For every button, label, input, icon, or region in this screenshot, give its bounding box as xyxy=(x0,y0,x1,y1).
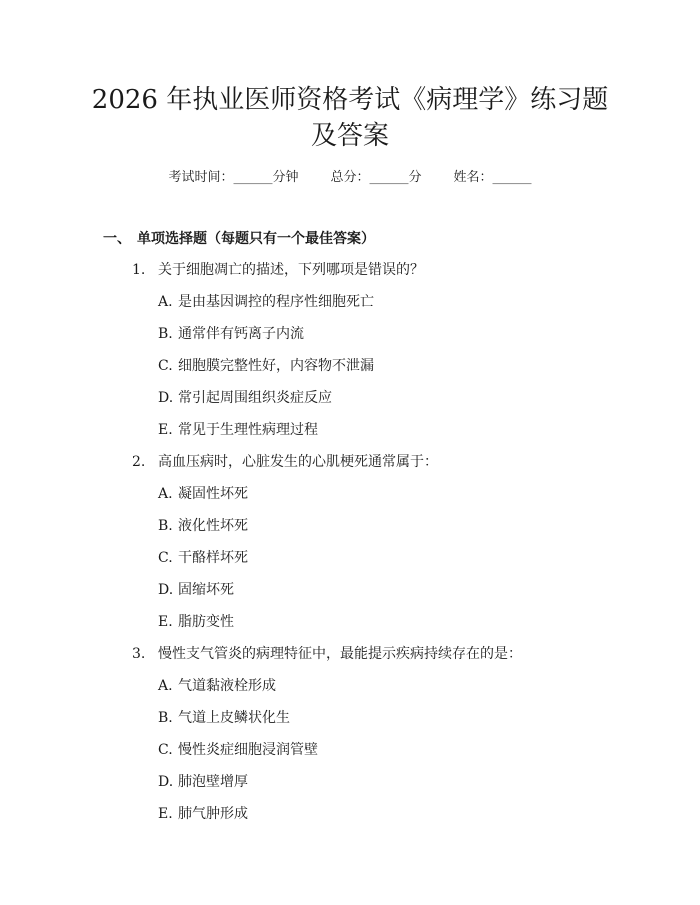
option-text: 气道黏液栓形成 xyxy=(178,678,276,694)
option-text: 肺泡壁增厚 xyxy=(178,774,248,790)
document-title-line-2: 及答案 xyxy=(310,121,389,151)
question-1-option-b xyxy=(158,324,304,344)
option-text: 凝固性坏死 xyxy=(178,486,248,502)
name-field xyxy=(454,168,532,188)
option-text: 脂肪变性 xyxy=(178,614,234,630)
section-number: 一、 xyxy=(103,231,131,247)
option-text: 常见于生理性病理过程 xyxy=(178,422,318,438)
question-1-option-d xyxy=(158,388,332,408)
question-number: 2. xyxy=(132,454,146,470)
question-3-option-e xyxy=(158,804,248,824)
exam-time-label: 考试时间： xyxy=(168,170,234,185)
total-score-blank: ______ xyxy=(369,170,409,185)
option-letter: D. xyxy=(158,774,174,790)
question-1 xyxy=(132,260,424,280)
option-letter: A. xyxy=(158,294,173,310)
question-text: 关于细胞凋亡的描述，下列哪项是错误的？ xyxy=(158,262,424,278)
question-2-option-a xyxy=(158,484,248,504)
question-2-option-d xyxy=(158,580,234,600)
option-letter: D. xyxy=(158,582,174,598)
question-3-option-d xyxy=(158,772,248,792)
total-score-unit: 分 xyxy=(408,170,422,185)
option-letter: E. xyxy=(158,614,173,630)
question-number: 3. xyxy=(132,646,146,662)
question-2-option-e xyxy=(158,612,234,632)
question-1-option-c xyxy=(158,356,374,376)
option-letter: E. xyxy=(158,806,173,822)
question-3-option-c xyxy=(158,740,318,760)
exam-time-field xyxy=(168,168,298,188)
section-heading xyxy=(103,229,375,249)
question-2-option-b xyxy=(158,516,248,536)
option-letter: A. xyxy=(158,486,173,502)
option-text: 细胞膜完整性好，内容物不泄漏 xyxy=(178,358,374,374)
question-1-option-a xyxy=(158,292,374,312)
question-text: 慢性支气管炎的病理特征中，最能提示疾病持续存在的是： xyxy=(158,646,522,662)
question-2 xyxy=(132,452,438,472)
option-letter: B. xyxy=(158,518,173,534)
option-text: 干酪样坏死 xyxy=(178,550,248,566)
section-title: 单项选择题（每题只有一个最佳答案） xyxy=(137,231,375,247)
option-letter: D. xyxy=(158,390,174,406)
option-text: 肺气肿形成 xyxy=(178,806,248,822)
name-blank: ______ xyxy=(492,170,532,185)
exam-info-row xyxy=(0,168,700,188)
option-letter: B. xyxy=(158,710,173,726)
option-letter: C. xyxy=(158,742,173,758)
option-text: 常引起周围组织炎症反应 xyxy=(178,390,332,406)
option-text: 气道上皮鳞状化生 xyxy=(178,710,290,726)
exam-time-blank: ______ xyxy=(233,170,273,185)
question-3-option-b xyxy=(158,708,290,728)
option-letter: E. xyxy=(158,422,173,438)
option-text: 慢性炎症细胞浸润管壁 xyxy=(178,742,318,758)
option-letter: C. xyxy=(158,358,173,374)
option-letter: B. xyxy=(158,326,173,342)
question-1-option-e xyxy=(158,420,318,440)
option-text: 通常伴有钙离子内流 xyxy=(178,326,304,342)
question-text: 高血压病时，心脏发生的心肌梗死通常属于： xyxy=(158,454,438,470)
total-score-label: 总分： xyxy=(330,170,370,185)
option-letter: A. xyxy=(158,678,173,694)
question-3-option-a xyxy=(158,676,276,696)
question-number: 1. xyxy=(132,262,146,278)
option-text: 固缩坏死 xyxy=(178,582,234,598)
option-text: 是由基因调控的程序性细胞死亡 xyxy=(178,294,374,310)
exam-time-unit: 分钟 xyxy=(272,170,299,185)
question-2-option-c xyxy=(158,548,248,568)
total-score-field xyxy=(330,168,421,188)
document-title-line-1: 2026 年执业医师资格考试《病理学》练习题 xyxy=(91,85,609,115)
option-text: 液化性坏死 xyxy=(178,518,248,534)
name-label: 姓名： xyxy=(453,170,493,185)
option-letter: C. xyxy=(158,550,173,566)
question-3 xyxy=(132,644,522,664)
